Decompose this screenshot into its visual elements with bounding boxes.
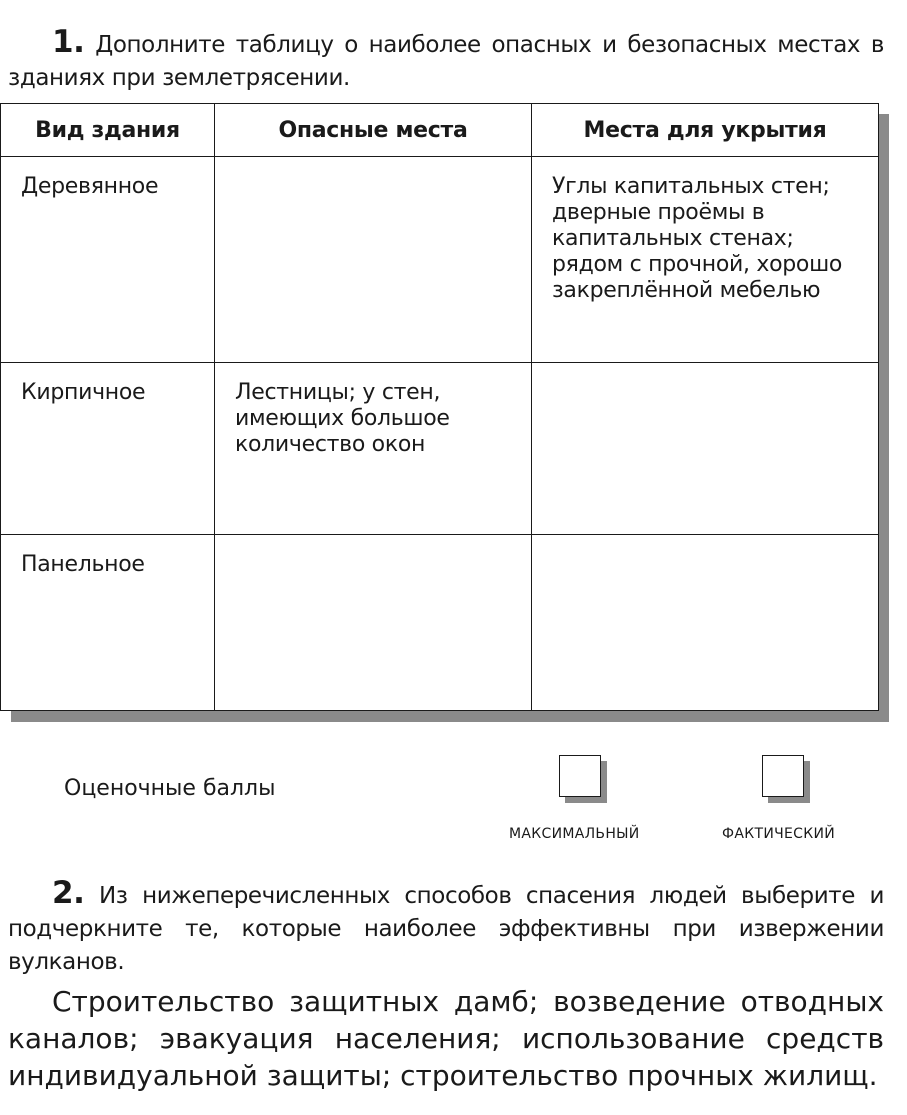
max-score-caption: МАКСИМАЛЬНЫЙ (509, 826, 640, 842)
cell-danger-panel[interactable] (215, 535, 532, 711)
score-label: Оценочные баллы (64, 776, 276, 801)
cell-text (532, 363, 878, 380)
task-2-instruction (8, 877, 884, 979)
cell-shelter-wooden (532, 157, 879, 363)
cell-text: Панельное (21, 552, 145, 577)
cell-text (532, 535, 878, 552)
header-shelter-places: Места для укрытия (532, 104, 879, 157)
cell-text: Лестницы; у стен, имеющих большое количество окон (235, 380, 450, 457)
cell-text: Кирпичное (21, 380, 146, 405)
actual-score-box[interactable] (762, 755, 804, 797)
header-dangerous-places: Опасные места (215, 104, 532, 157)
cell-building-brick (1, 363, 215, 535)
table-row (1, 157, 879, 363)
task-1-instruction (8, 26, 884, 95)
cell-danger-wooden[interactable] (215, 157, 532, 363)
cell-text: Деревянное (21, 174, 159, 199)
table-header-row (1, 104, 879, 157)
task-2-number: 2. (52, 875, 85, 911)
cell-text (215, 535, 531, 552)
table-row (1, 535, 879, 711)
header-building-type: Вид здания (1, 104, 215, 157)
max-score-box[interactable] (559, 755, 601, 797)
task-1-text: Дополните таблицу о наиболее опасных и безопасных местах в зданиях при землетрясении. (8, 32, 884, 91)
cell-text (215, 157, 531, 174)
cell-danger-brick (215, 363, 532, 535)
cell-shelter-brick[interactable] (532, 363, 879, 535)
earthquake-table-container (0, 103, 878, 711)
cell-building-wooden (1, 157, 215, 363)
earthquake-table (0, 103, 879, 711)
table-row (1, 363, 879, 535)
cell-building-panel (1, 535, 215, 711)
rescue-methods-text[interactable] (8, 983, 884, 1094)
cell-shelter-panel[interactable] (532, 535, 879, 711)
task-2-text: Из нижеперечисленных способов спасения людей выберите и подчеркните те, которые наиболее эффективны при извержении вулканов. (8, 883, 884, 975)
task-1-number: 1. (52, 24, 85, 60)
rescue-methods-list[interactable]: Строительство защитных дамб; возведение отводных каналов; эвакуация населения; использование средств индивидуальной защиты; строительство прочных жилищ. (8, 985, 884, 1092)
actual-score-caption: ФАКТИЧЕСКИЙ (722, 826, 835, 842)
cell-text: Углы капитальных стен; дверные проёмы в капитальных стенах; рядом с прочной, хорошо закреплённой мебелью (552, 174, 843, 303)
